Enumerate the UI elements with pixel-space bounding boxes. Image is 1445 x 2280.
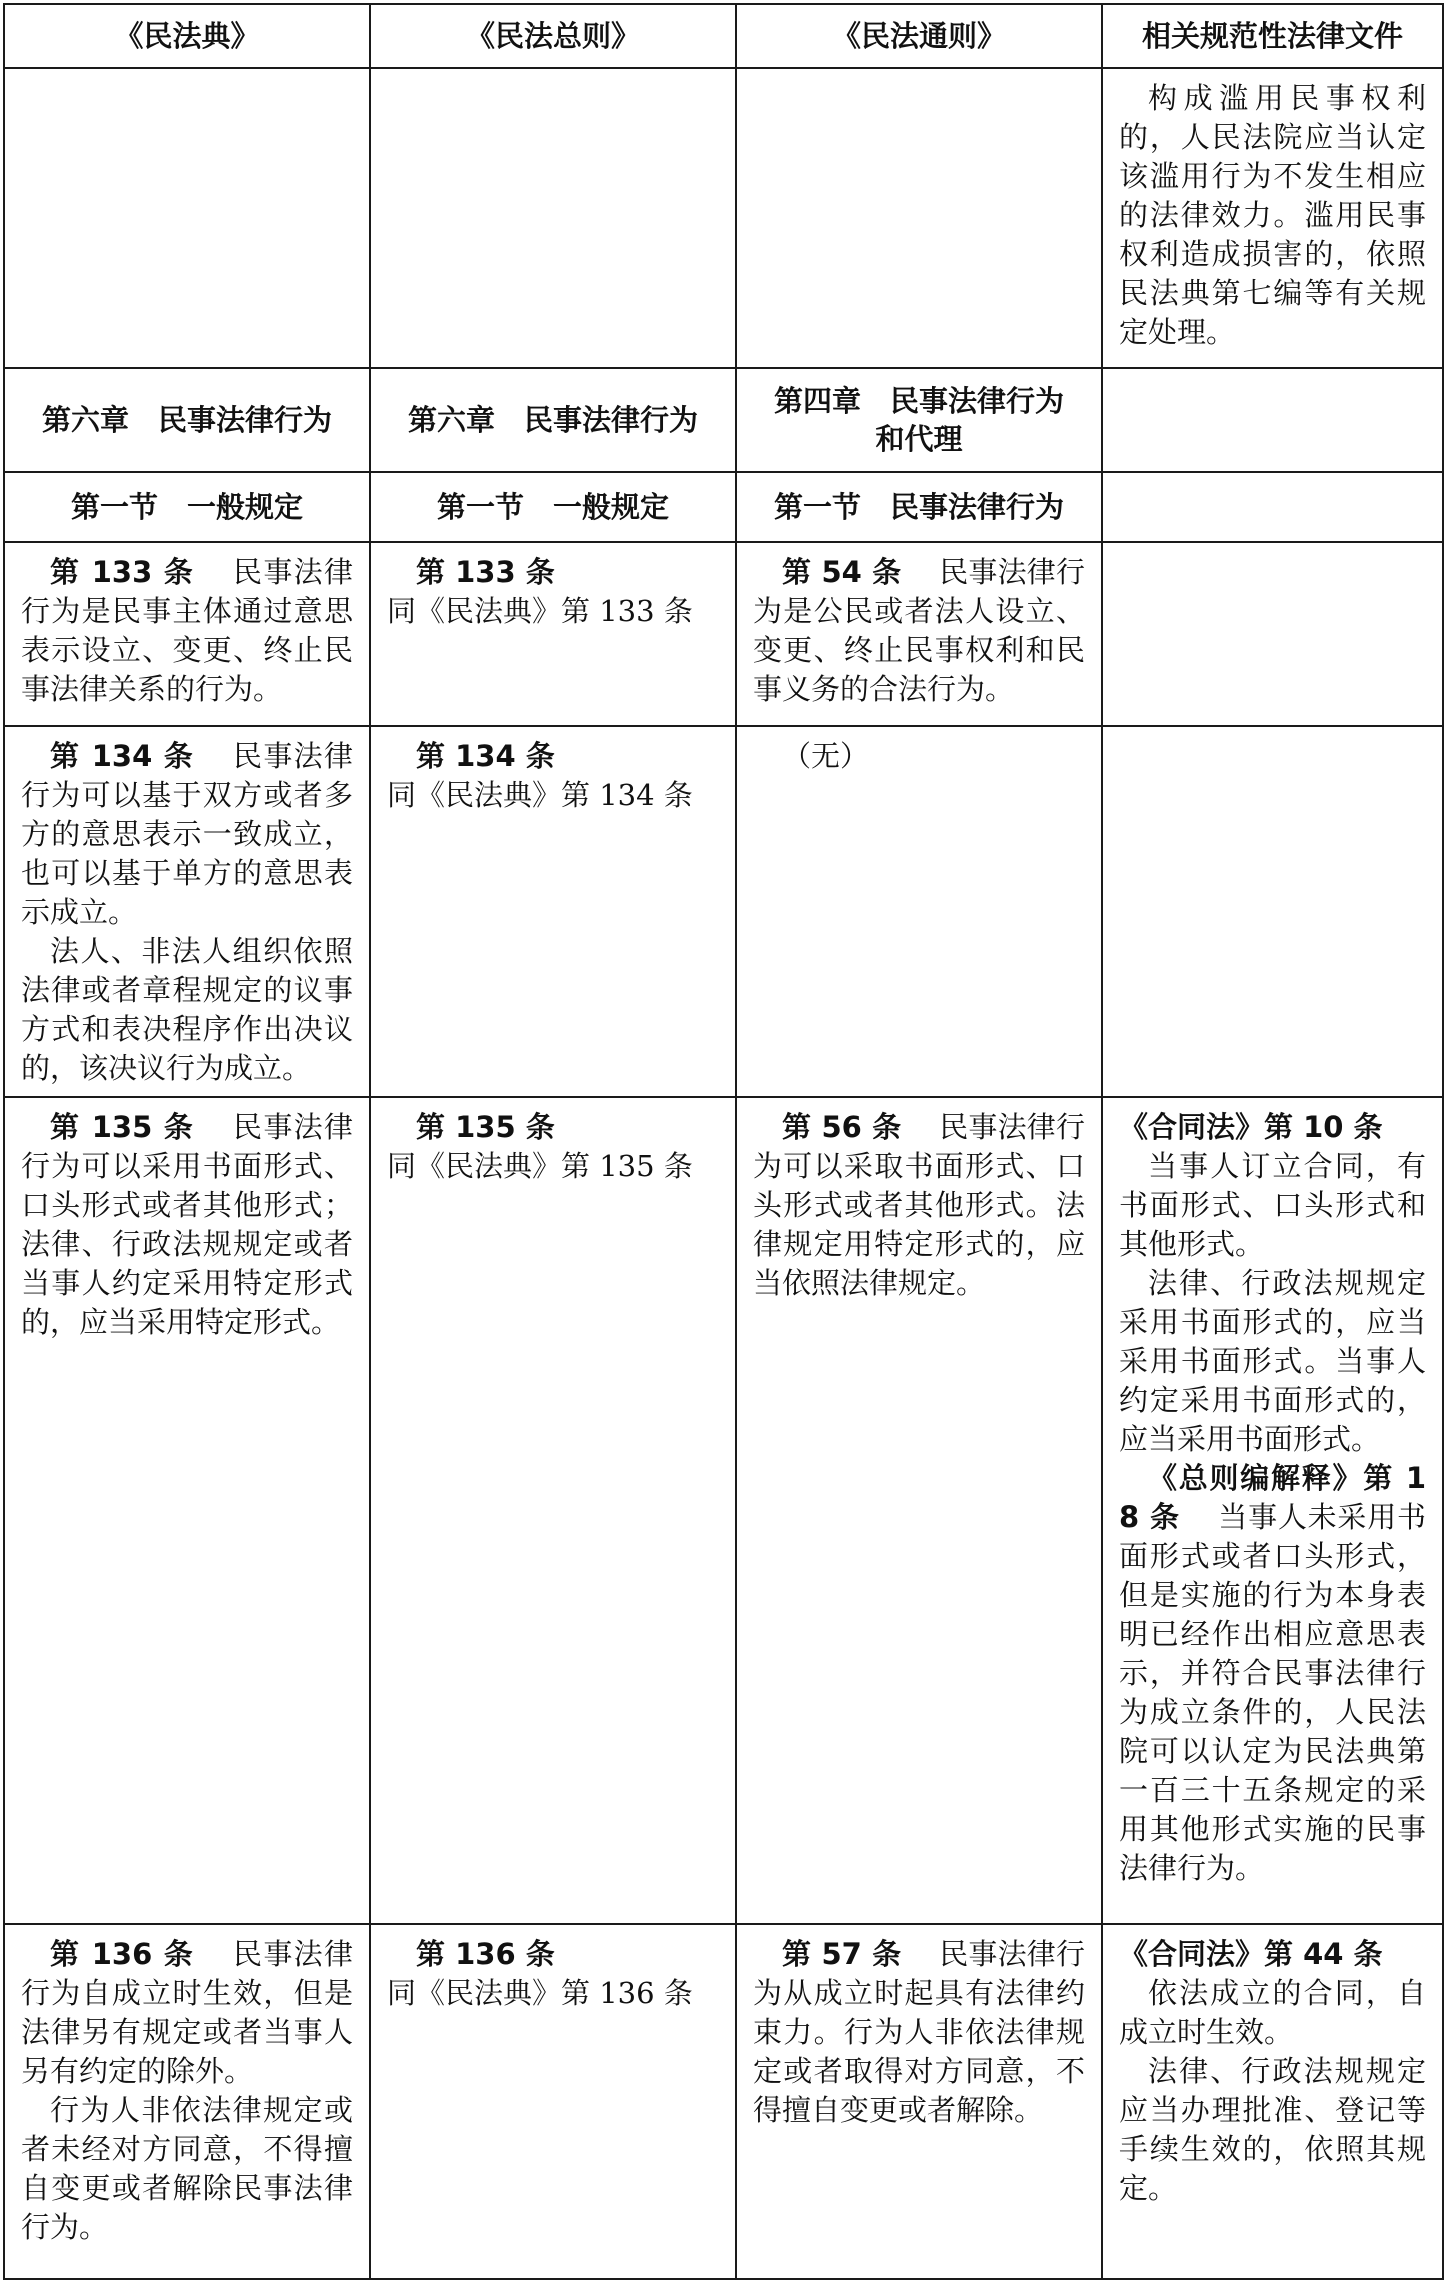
article-number: 第 136 条	[50, 1937, 195, 1971]
article-text: 民事法律行为可以采用书面形式、口头形式或者其他形式；法律、行政法规规定或者当事人约定采用特定形式的，应当采用特定形式。	[21, 1110, 353, 1339]
cell-empty	[736, 68, 1102, 368]
table-row	[4, 68, 1443, 368]
law-comparison-table	[3, 3, 1444, 2280]
cell-empty	[1102, 368, 1443, 472]
article-cell	[370, 1097, 736, 1924]
article-text: 民事法律行为可以基于双方或者多方的意思表示一致成立，也可以基于单方的意思表示成立。	[21, 739, 353, 929]
reference-text: 依法成立的合同，自成立时生效。	[1119, 1976, 1426, 2049]
article-text: （无）	[782, 739, 870, 773]
cell-empty	[1102, 542, 1443, 726]
reference-title: 《合同法》第 10 条	[1119, 1110, 1383, 1144]
article-cell	[736, 1924, 1102, 2279]
article-number: 第 54 条	[782, 555, 902, 589]
reference-text: 当事人订立合同，有书面形式、口头形式和其他形式。	[1119, 1149, 1426, 1261]
article-text: 民事法律行为是民事主体通过意思表示设立、变更、终止民事法律关系的行为。	[21, 555, 353, 706]
article-cell	[4, 1097, 370, 1924]
paragraph: 构成滥用民事权利的，人民法院应当认定该滥用行为不发生相应的法律效力。滥用民事权利造成损害的，依照民法典第七编等有关规定处理。	[1119, 81, 1426, 349]
article-cell	[736, 542, 1102, 726]
table-row	[4, 542, 1443, 726]
article-cell	[370, 542, 736, 726]
article-text: 民事法律行为可以采取书面形式、口头形式或者其他形式。法律规定用特定形式的，应当依照法律规定。	[753, 1110, 1085, 1300]
cell-empty	[1102, 726, 1443, 1097]
section-heading: 第一节 一般规定	[4, 472, 370, 542]
section-heading: 第一节 一般规定	[370, 472, 736, 542]
article-cell	[736, 1097, 1102, 1924]
header-general-principles: 《民法通则》	[736, 4, 1102, 68]
article-number: 第 134 条	[416, 739, 555, 773]
cell-empty	[370, 68, 736, 368]
reference-text: 法律、行政法规规定采用书面形式的，应当采用书面形式。当事人约定采用书面形式的，应当采用书面形式。	[1119, 1266, 1426, 1456]
article-cell	[4, 1924, 370, 2279]
article-text: 民事法律行为自成立时生效，但是法律另有规定或者当事人另有约定的除外。	[21, 1937, 353, 2088]
table-row	[4, 726, 1443, 1097]
header-row	[4, 4, 1443, 68]
article-number: 第 56 条	[782, 1110, 902, 1144]
related-cell	[1102, 1097, 1443, 1924]
reference-title: 《总则编解释》第 18 条	[1119, 1461, 1426, 1534]
header-civil-code: 《民法典》	[4, 4, 370, 68]
chapter-row	[4, 368, 1443, 472]
article-number: 第 136 条	[416, 1937, 555, 1971]
cell-empty	[4, 68, 370, 368]
article-text: 同《民法典》第 133 条	[387, 594, 693, 628]
article-number: 第 133 条	[416, 555, 555, 589]
article-number: 第 135 条	[50, 1110, 195, 1144]
section-row	[4, 472, 1443, 542]
article-text: 民事法律行为是公民或者法人设立、变更、终止民事权利和民事义务的合法行为。	[753, 555, 1085, 706]
cell-empty	[1102, 472, 1443, 542]
article-cell	[370, 726, 736, 1097]
header-related-documents: 相关规范性法律文件	[1102, 4, 1443, 68]
chapter-heading: 第四章 民事法律行为和代理	[736, 368, 1102, 472]
article-text: 同《民法典》第 136 条	[387, 1976, 693, 2010]
related-cell	[1102, 1924, 1443, 2279]
article-number: 第 134 条	[50, 739, 195, 773]
table-row	[4, 1924, 1443, 2279]
article-text: 法人、非法人组织依照法律或者章程规定的议事方式和表决程序作出决议的，该决议行为成立。	[21, 934, 353, 1085]
reference-title: 《合同法》第 44 条	[1119, 1937, 1383, 1971]
article-text: 同《民法典》第 135 条	[387, 1149, 693, 1183]
chapter-heading: 第六章 民事法律行为	[4, 368, 370, 472]
cell-related	[1102, 68, 1443, 368]
article-text: 行为人非依法律规定或者未经对方同意，不得擅自变更或者解除民事法律行为。	[21, 2093, 353, 2244]
article-number: 第 135 条	[416, 1110, 555, 1144]
section-heading: 第一节 民事法律行为	[736, 472, 1102, 542]
article-number: 第 133 条	[50, 555, 195, 589]
table-row	[4, 1097, 1443, 1924]
article-text: 民事法律行为从成立时起具有法律约束力。行为人非依法律规定或者取得对方同意，不得擅自变更或者解除。	[753, 1937, 1085, 2127]
article-cell	[736, 726, 1102, 1097]
header-general-provisions: 《民法总则》	[370, 4, 736, 68]
reference-text: 法律、行政法规规定应当办理批准、登记等手续生效的，依照其规定。	[1119, 2054, 1426, 2205]
article-cell	[4, 542, 370, 726]
chapter-heading: 第六章 民事法律行为	[370, 368, 736, 472]
article-text: 同《民法典》第 134 条	[387, 778, 693, 812]
article-cell	[370, 1924, 736, 2279]
article-cell	[4, 726, 370, 1097]
article-number: 第 57 条	[782, 1937, 902, 1971]
reference-text: 当事人未采用书面形式或者口头形式，但是实施的行为本身表明已经作出相应意思表示，并符合民事法律行为成立条件的，人民法院可以认定为民法典第一百三十五条规定的采用其他形式实施的民事法律行为。	[1119, 1500, 1426, 1885]
